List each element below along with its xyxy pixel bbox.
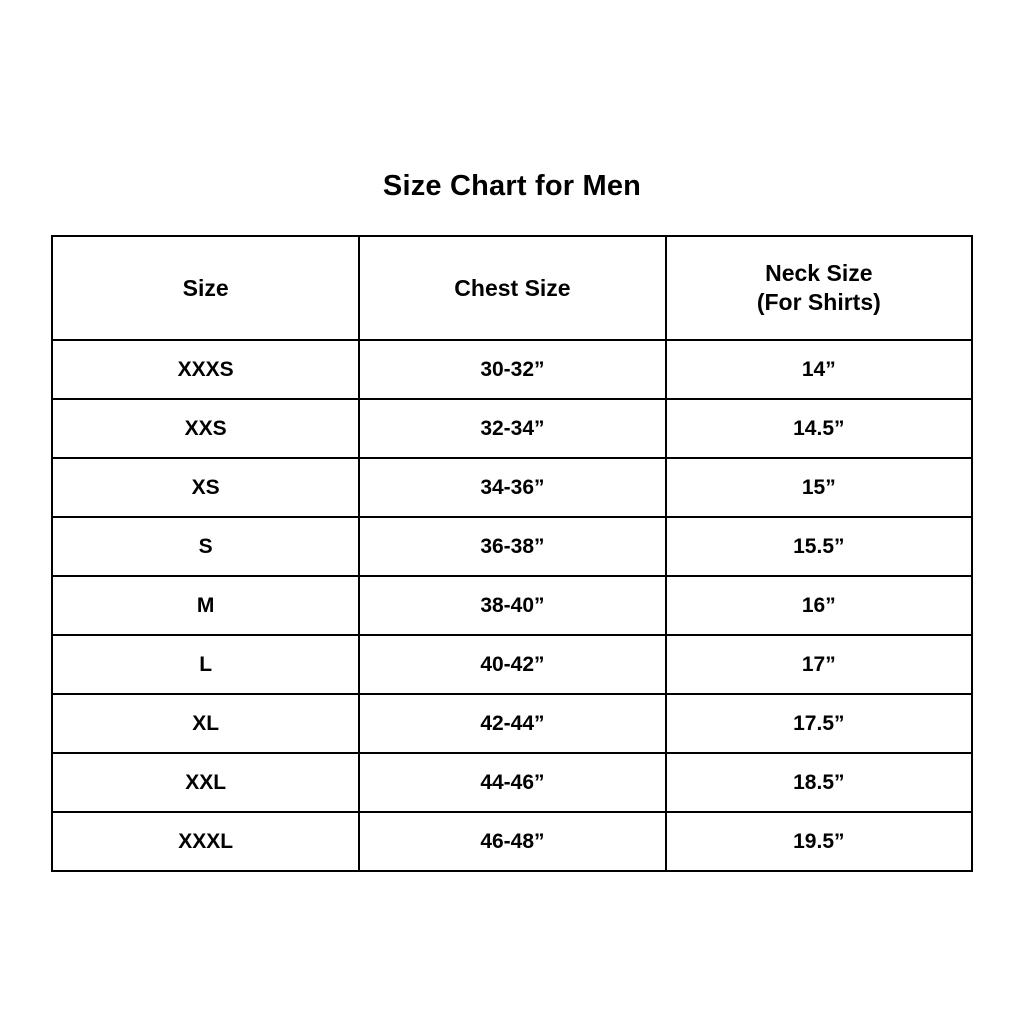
cell-chest: 38-40” bbox=[359, 576, 665, 635]
column-header-chest: Chest Size bbox=[359, 236, 665, 340]
table-row bbox=[52, 399, 972, 458]
cell-chest: 46-48” bbox=[359, 812, 665, 871]
table-row bbox=[52, 458, 972, 517]
cell-size: XXXS bbox=[52, 340, 359, 399]
cell-size: M bbox=[52, 576, 359, 635]
cell-neck: 16” bbox=[666, 576, 972, 635]
table-row bbox=[52, 517, 972, 576]
cell-chest: 42-44” bbox=[359, 694, 665, 753]
size-chart-table bbox=[51, 235, 973, 872]
cell-neck: 14” bbox=[666, 340, 972, 399]
cell-neck: 14.5” bbox=[666, 399, 972, 458]
column-header-neck bbox=[666, 236, 972, 340]
cell-size: XXL bbox=[52, 753, 359, 812]
column-header-size: Size bbox=[52, 236, 359, 340]
table-header-row bbox=[52, 236, 972, 340]
cell-neck: 15” bbox=[666, 458, 972, 517]
table-row bbox=[52, 635, 972, 694]
table-row bbox=[52, 812, 972, 871]
cell-chest: 34-36” bbox=[359, 458, 665, 517]
cell-size: XXS bbox=[52, 399, 359, 458]
column-header-neck-line1: Neck Size bbox=[765, 260, 873, 287]
cell-neck: 15.5” bbox=[666, 517, 972, 576]
cell-size: L bbox=[52, 635, 359, 694]
cell-neck: 19.5” bbox=[666, 812, 972, 871]
cell-size: XS bbox=[52, 458, 359, 517]
cell-size: S bbox=[52, 517, 359, 576]
cell-chest: 30-32” bbox=[359, 340, 665, 399]
cell-chest: 40-42” bbox=[359, 635, 665, 694]
cell-chest: 44-46” bbox=[359, 753, 665, 812]
table-row bbox=[52, 340, 972, 399]
size-chart-table-container bbox=[51, 235, 973, 872]
cell-neck: 17” bbox=[666, 635, 972, 694]
table-header bbox=[52, 236, 972, 340]
cell-neck: 17.5” bbox=[666, 694, 972, 753]
table-body bbox=[52, 340, 972, 871]
table-row bbox=[52, 753, 972, 812]
page-title: Size Chart for Men bbox=[382, 170, 642, 202]
cell-size: XL bbox=[52, 694, 359, 753]
table-row bbox=[52, 576, 972, 635]
column-header-neck-line2: (For Shirts) bbox=[756, 289, 881, 315]
cell-neck: 18.5” bbox=[666, 753, 972, 812]
cell-size: XXXL bbox=[52, 812, 359, 871]
table-row bbox=[52, 694, 972, 753]
cell-chest: 36-38” bbox=[359, 517, 665, 576]
cell-chest: 32-34” bbox=[359, 399, 665, 458]
